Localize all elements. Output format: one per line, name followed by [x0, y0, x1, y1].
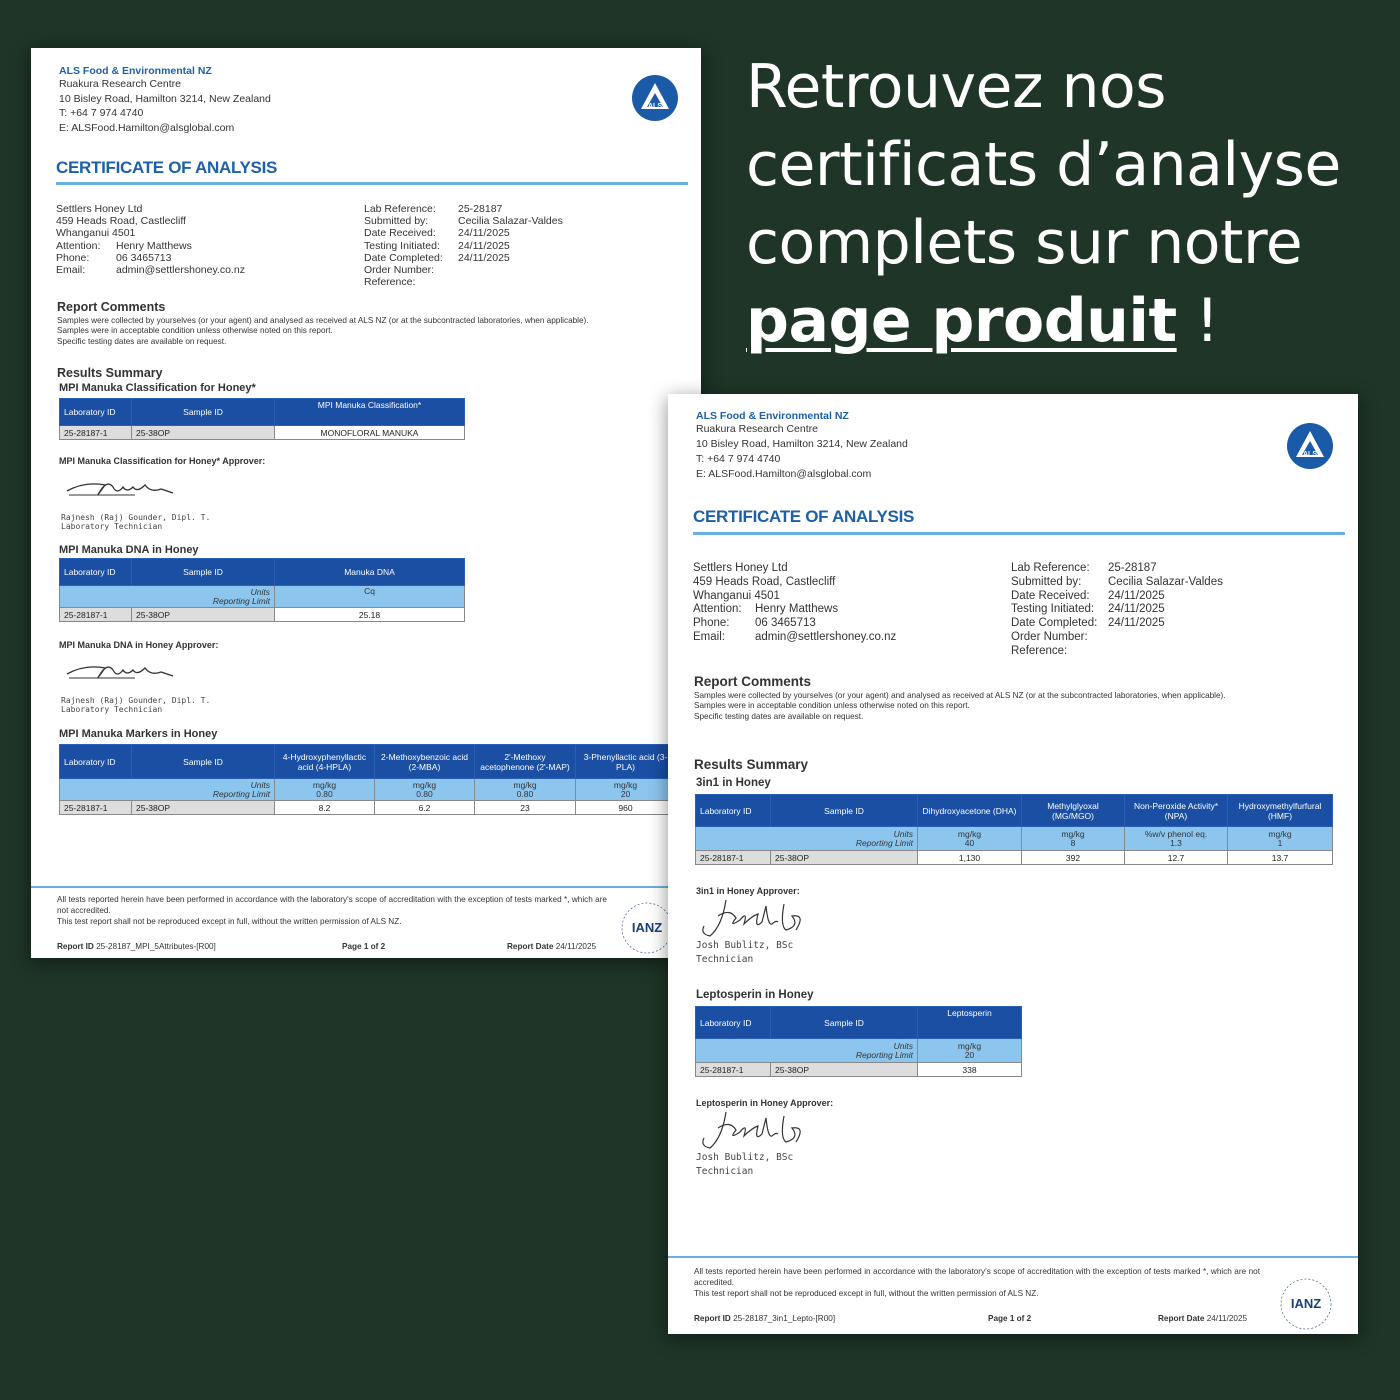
col-hmf: Hydroxymethylfurfural (HMF) — [1228, 795, 1333, 827]
lab-phone: T: +64 7 974 4740 — [696, 453, 781, 465]
col-mpi-class: MPI Manuka Classification* — [275, 399, 465, 426]
cell-sample-id: 25-38OP — [771, 1063, 918, 1077]
cell-value: 1,130 — [918, 851, 1022, 865]
ianz-mark: IANZ — [1290, 1296, 1322, 1311]
client-company: Settlers Honey Ltd — [693, 562, 788, 574]
signatory-name: Josh Bublitz, BSc — [696, 940, 794, 951]
reference-label: Reference: — [1011, 644, 1068, 657]
col-sample-id: Sample ID — [771, 795, 918, 827]
cell-mpi-class: MONOFLORAL MANUKA — [275, 426, 465, 440]
cell-sample-id: 25-38OP — [771, 851, 918, 865]
reference-label: Reference: — [364, 276, 416, 289]
comments-title: Report Comments — [57, 300, 166, 314]
report-id-value: 25-28187_3in1_Lepto-[R00] — [733, 1314, 836, 1323]
initiated-label: Testing Initiated: — [364, 239, 440, 252]
col-hpla: 4-Hydroxyphenyllactic acid (4-HPLA) — [275, 745, 375, 779]
lab-header — [59, 65, 271, 135]
ianz-mark: IANZ — [631, 920, 663, 935]
footer-notes — [694, 1266, 1260, 1299]
unit: mg/kg — [1268, 828, 1292, 839]
comments-text — [694, 691, 1334, 722]
col-sample-id: Sample ID — [132, 745, 275, 779]
units-label: Units — [250, 779, 270, 790]
lab-header — [696, 410, 908, 482]
cell-value: 392 — [1022, 851, 1125, 865]
markers-table — [59, 744, 676, 815]
signature-caption — [696, 939, 793, 967]
cell-lab-id: 25-28187-1 — [696, 851, 771, 865]
footer-line: This test report shall not be reproduced except in full, without the written permission of ALS NZ. — [694, 1289, 1039, 1298]
reporting-limit-label: Reporting Limit — [212, 788, 270, 799]
t1-approver: 3in1 in Honey Approver: — [696, 886, 800, 896]
3in1-table — [695, 794, 1333, 865]
unit: mg/kg — [957, 828, 982, 839]
col-npa: Non-Peroxide Activity* (NPA) — [1125, 795, 1228, 827]
certificate-page-3in1 — [668, 394, 1358, 1334]
t2-title: Leptosperin in Honey — [696, 989, 814, 1001]
col-map: 2'-Methoxy acetophenone (2'-MAP) — [475, 745, 576, 779]
limit: 8 — [1070, 837, 1076, 848]
lab-centre: Ruakura Research Centre — [696, 423, 818, 435]
title-rule — [56, 182, 688, 185]
cell-lab-id: 25-28187-1 — [60, 426, 132, 440]
client-city: Whanganui 4501 — [693, 589, 780, 602]
report-id — [694, 1314, 835, 1323]
signatory-role: Technician — [696, 1166, 754, 1177]
comments-title: Report Comments — [694, 674, 812, 689]
submitted-value: Cecilia Salazar-Valdes — [1108, 575, 1223, 588]
reference-info — [1011, 562, 1223, 659]
page-number: Page 1 of 2 — [342, 942, 386, 951]
lab-ref-value: 25-28187 — [458, 203, 503, 215]
lab-name: ALS Food & Environmental NZ — [59, 65, 212, 77]
limit: 0.80 — [316, 788, 333, 799]
results-title: Results Summary — [57, 366, 163, 380]
comments-text — [57, 316, 677, 347]
signatory-role: Laboratory Technician — [61, 705, 163, 714]
email-label: Email: — [56, 264, 86, 277]
report-date — [507, 942, 596, 951]
cell-lab-id: 25-28187-1 — [60, 801, 132, 815]
cell-value: 12.7 — [1125, 851, 1228, 865]
report-id-label: Report ID — [694, 1314, 731, 1323]
footer-rule — [668, 1256, 1358, 1258]
unit: mg/kg — [1061, 828, 1085, 839]
headline-line-2: certificats d’analyse — [746, 130, 1341, 200]
unit: mg/kg — [312, 779, 337, 790]
unit: mg/kg — [513, 779, 537, 790]
signatory-name: Rajnesh (Raj) Gounder, Dipl. T. — [61, 696, 211, 705]
comment-line: Specific testing dates are available on request. — [694, 711, 864, 721]
order-label: Order Number: — [364, 264, 435, 277]
als-logo — [632, 75, 678, 121]
reference-info — [364, 203, 563, 288]
limit: 1.3 — [1170, 837, 1182, 848]
report-id — [57, 942, 216, 951]
email-value: admin@settlershoney.co.nz — [755, 630, 897, 643]
lab-address: 10 Bisley Road, Hamilton 3214, New Zealand — [59, 92, 271, 105]
reporting-limit-label: Reporting Limit — [212, 595, 270, 606]
markers-title: MPI Manuka Markers in Honey — [59, 728, 218, 740]
completed-label: Date Completed: — [364, 251, 443, 264]
signature-caption — [696, 1151, 793, 1179]
cell-sample-id: 25-38OP — [132, 608, 275, 622]
cell-value: 960 — [576, 801, 676, 815]
completed-label: Date Completed: — [1011, 617, 1098, 630]
signature-caption — [61, 696, 210, 714]
cell-dna-value: 25.18 — [275, 608, 465, 622]
units-label: Units — [250, 586, 270, 597]
units-label: Units — [893, 828, 913, 839]
limit: 0.80 — [416, 788, 433, 799]
cell-value: 338 — [918, 1063, 1022, 1077]
comment-line: Samples were in acceptable condition unless otherwise noted on this report. — [694, 701, 970, 711]
footer-rule — [31, 886, 701, 888]
limit: 0.80 — [516, 788, 534, 799]
dna-title: MPI Manuka DNA in Honey — [59, 544, 199, 556]
lab-email: E: ALSFood.Hamilton@alsglobal.com — [696, 468, 872, 480]
unit: mg/kg — [957, 1040, 982, 1051]
signature-caption — [61, 513, 210, 531]
dna-approver: MPI Manuka DNA in Honey Approver: — [59, 640, 219, 650]
initiated-label: Testing Initiated: — [1011, 603, 1095, 616]
units-label: Units — [893, 1040, 913, 1051]
client-info — [693, 562, 896, 645]
report-date-label: Report Date — [1158, 1314, 1205, 1323]
col-sample-id: Sample ID — [132, 559, 275, 586]
headline-line-4 — [746, 282, 1386, 360]
dna-table — [59, 558, 465, 622]
col-lab-id: Laboratory ID — [696, 1007, 771, 1039]
signature-josh-1 — [696, 896, 808, 940]
signature-raj-2 — [65, 656, 175, 688]
t2-approver: Leptosperin in Honey Approver: — [696, 1098, 834, 1108]
col-sample-id: Sample ID — [771, 1007, 918, 1039]
report-id-label: Report ID — [57, 942, 94, 951]
limit: 20 — [964, 1049, 975, 1060]
submitted-label: Submitted by: — [364, 215, 429, 228]
report-date-value: 24/11/2025 — [555, 942, 597, 951]
submitted-label: Submitted by: — [1011, 575, 1082, 588]
unit: %w/v phenol eq. — [1144, 828, 1208, 839]
phone-label: Phone: — [693, 617, 730, 630]
cell-value: 6.2 — [375, 801, 475, 815]
cell-value: 13.7 — [1228, 851, 1333, 865]
col-lab-id: Laboratory ID — [60, 559, 132, 586]
report-id-value: 25-28187_MPI_5Attributes-[R00] — [96, 942, 216, 951]
email-value: admin@settlershoney.co.nz — [116, 264, 245, 277]
unit: mg/kg — [412, 779, 437, 790]
cell-sample-id: 25-38OP — [132, 801, 275, 815]
attention-value: Henry Matthews — [755, 603, 839, 616]
received-label: Date Received: — [1011, 589, 1090, 602]
limit: 40 — [964, 837, 975, 848]
signatory-name: Josh Bublitz, BSc — [696, 1152, 794, 1163]
cell-value: 23 — [475, 801, 576, 815]
received-value: 24/11/2025 — [1108, 589, 1165, 602]
col-lab-id: Laboratory ID — [60, 399, 132, 426]
lab-name: ALS Food & Environmental NZ — [696, 410, 849, 422]
cell-sample-id: 25-38OP — [132, 426, 275, 440]
submitted-value: Cecilia Salazar-Valdes — [458, 215, 563, 228]
attention-label: Attention: — [56, 239, 101, 252]
als-logo-text: ALS — [1303, 451, 1317, 458]
lab-email: E: ALSFood.Hamilton@alsglobal.com — [59, 121, 235, 134]
title-rule — [693, 532, 1345, 535]
limit: 20 — [620, 788, 631, 799]
signatory-role: Laboratory Technician — [61, 522, 163, 531]
initiated-value: 24/11/2025 — [458, 239, 510, 252]
order-label: Order Number: — [1011, 630, 1088, 643]
ianz-accreditation-logo — [619, 900, 675, 956]
client-city: Whanganui 4501 — [56, 227, 136, 240]
unit: mg/kg — [613, 779, 638, 790]
footer-line: This test report shall not be reproduced except in full, without the written permission of ALS NZ. — [57, 917, 402, 926]
mpi-class-approver: MPI Manuka Classification for Honey* Approver: — [59, 456, 266, 466]
als-logo-text: ALS — [648, 103, 662, 110]
col-lab-id: Laboratory ID — [60, 745, 132, 779]
signature-josh-2 — [696, 1108, 808, 1152]
als-logo — [1287, 423, 1333, 469]
unit-cq: Cq — [275, 586, 465, 608]
certificate-title: CERTIFICATE OF ANALYSIS — [56, 158, 278, 177]
received-label: Date Received: — [364, 227, 436, 240]
received-value: 24/11/2025 — [458, 227, 510, 240]
ianz-accreditation-logo — [1278, 1276, 1334, 1332]
attention-label: Attention: — [693, 603, 742, 616]
lab-address: 10 Bisley Road, Hamilton 3214, New Zealand — [696, 438, 908, 450]
lab-phone: T: +64 7 974 4740 — [59, 107, 144, 119]
reporting-limit-label: Reporting Limit — [855, 1049, 913, 1060]
headline — [746, 48, 1386, 360]
comment-line: Samples were in acceptable condition unless otherwise noted on this report. — [57, 326, 333, 336]
mpi-class-title: MPI Manuka Classification for Honey* — [59, 382, 256, 394]
col-dha: Dihydroxyacetone (DHA) — [918, 795, 1022, 827]
headline-line-3: complets sur notre — [746, 208, 1303, 278]
lab-ref-value: 25-28187 — [1108, 562, 1157, 574]
report-date-value: 24/11/2025 — [1206, 1314, 1248, 1323]
lab-ref-label: Lab Reference: — [1011, 562, 1090, 574]
col-mgo: Methylglyoxal (MG/MGO) — [1022, 795, 1125, 827]
signatory-name: Rajnesh (Raj) Gounder, Dipl. T. — [61, 513, 211, 522]
signatory-role: Technician — [696, 954, 754, 965]
cell-lab-id: 25-28187-1 — [60, 608, 132, 622]
client-info — [56, 203, 245, 276]
cell-value: 8.2 — [275, 801, 375, 815]
client-street: 459 Heads Road, Castlecliff — [693, 575, 836, 588]
lab-ref-label: Lab Reference: — [364, 203, 436, 215]
phone-label: Phone: — [56, 251, 90, 264]
footer-notes — [57, 894, 607, 927]
completed-value: 24/11/2025 — [458, 251, 510, 264]
comment-line: Specific testing dates are available on request. — [57, 336, 227, 346]
comment-line: Samples were collected by yourselves (or your agent) and analysed as received at ALS NZ (or at the subcontracted laboratories, when applicable). — [694, 691, 1226, 700]
completed-value: 24/11/2025 — [1108, 617, 1165, 630]
leptosperin-table — [695, 1006, 1022, 1077]
col-sample-id: Sample ID — [132, 399, 275, 426]
col-mba: 2-Methoxybenzoic acid (2-MBA) — [375, 745, 475, 779]
reporting-limit-label: Reporting Limit — [855, 837, 913, 848]
lab-centre: Ruakura Research Centre — [59, 78, 181, 90]
client-company: Settlers Honey Ltd — [56, 203, 143, 215]
footer-line: All tests reported herein have been performed in accordance with the laboratory's scope of accreditation with the exception of tests marked *, which are not accredited. — [57, 895, 607, 915]
report-date-label: Report Date — [507, 942, 554, 951]
col-manuka-dna: Manuka DNA — [275, 559, 465, 586]
report-date — [1158, 1314, 1247, 1323]
headline-exclamation: ! — [1176, 286, 1219, 356]
client-street: 459 Heads Road, Castlecliff — [56, 215, 186, 228]
t1-title: 3in1 in Honey — [696, 777, 771, 789]
footer-line: All tests reported herein have been performed in accordance with the laboratory's scope of accreditation with the exception of tests marked *, which are not accredited. — [694, 1267, 1260, 1287]
initiated-value: 24/11/2025 — [1108, 603, 1165, 616]
email-label: Email: — [693, 630, 725, 643]
attention-value: Henry Matthews — [116, 239, 192, 252]
mpi-class-table — [59, 398, 465, 440]
col-pla: 3-Phenyllactic acid (3-PLA) — [576, 745, 676, 779]
limit: 1 — [1277, 837, 1283, 848]
col-lab-id: Laboratory ID — [696, 795, 771, 827]
signature-raj-1 — [65, 473, 175, 505]
headline-link-product-page[interactable]: page produit — [746, 286, 1177, 356]
certificate-page-mpi — [31, 48, 701, 958]
col-leptosperin: Leptosperin — [918, 1007, 1022, 1039]
results-title: Results Summary — [694, 757, 809, 772]
phone-value: 06 3465713 — [755, 617, 816, 630]
phone-value: 06 3465713 — [116, 251, 172, 264]
certificate-title: CERTIFICATE OF ANALYSIS — [693, 507, 915, 526]
headline-line-1: Retrouvez nos — [746, 52, 1167, 122]
comment-line: Samples were collected by yourselves (or your agent) and analysed as received at ALS NZ (or at the subcontracted laboratories, when applicable). — [57, 316, 589, 325]
page-number: Page 1 of 2 — [988, 1314, 1032, 1323]
cell-lab-id: 25-28187-1 — [696, 1063, 771, 1077]
